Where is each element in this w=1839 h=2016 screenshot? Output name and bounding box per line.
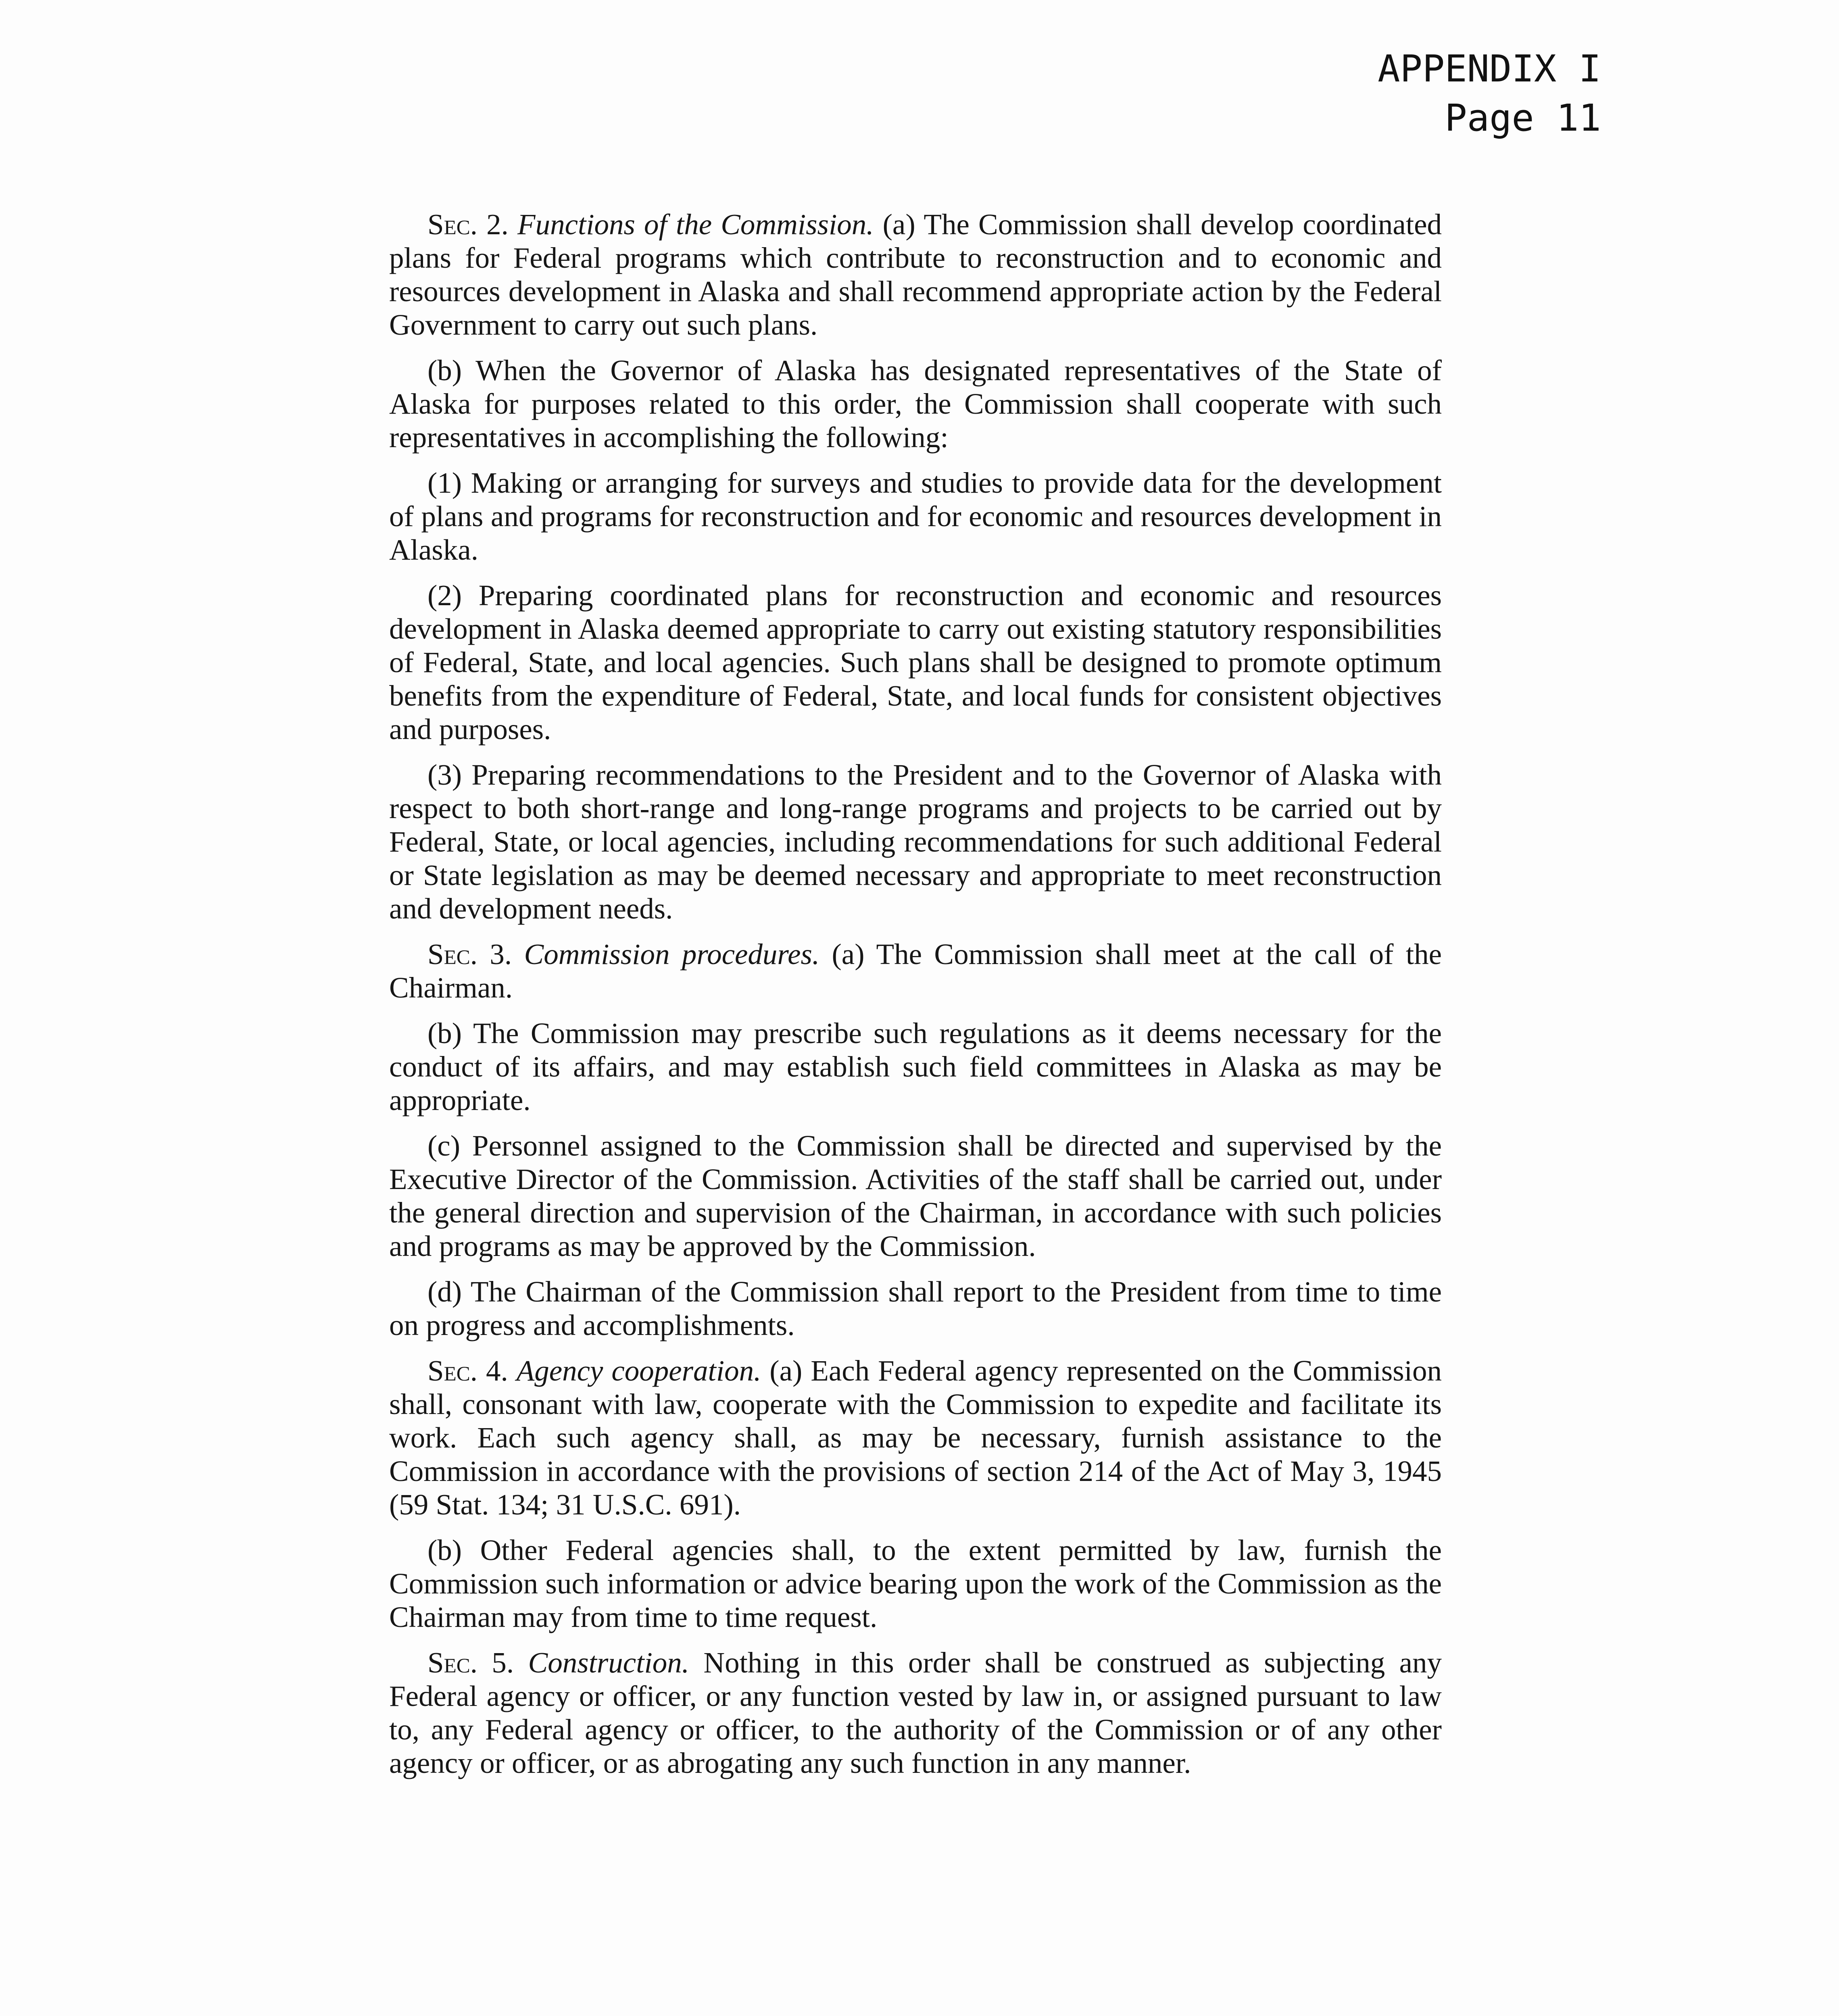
section-title: Functions of the Commission. [517,208,874,241]
executive-order-body [389,208,1442,1792]
paragraph-text: (a) The Commission shall develop coordinated plans for Federal programs which contribute to reconstruction and to economic and resources development in Alaska and shall recommend appropriate action by the Federal Government to carry out such plans. [389,208,1442,341]
paragraph-sec4b: (b) Other Federal agencies shall, to the extent permitted by law, furnish the Commission such information or advice bearing upon the work of the Commission as the Chairman may from time to time request. [389,1534,1442,1633]
section-label: Sec. 2. [427,208,509,241]
section-title: Commission procedures. [524,938,820,971]
paragraph-sec3d: (d) The Chairman of the Commission shall report to the President from time to time on progress and accomplishments. [389,1275,1442,1341]
appendix-header [1378,44,1601,143]
paragraph-sec3b: (b) The Commission may prescribe such regulations as it deems necessary for the conduct of its affairs, and may establish such field committees in Alaska as may be appropriate. [389,1017,1442,1116]
section-label: Sec. 5. [427,1646,514,1679]
paragraph-sec2a [389,208,1442,342]
paragraph-sec2b1: (1) Making or arranging for surveys and studies to provide data for the development of plans and programs for reconstruction and for economic and resources development in Alaska. [389,467,1442,566]
paragraph-sec2b2: (2) Preparing coordinated plans for reconstruction and economic and resources development in Alaska deemed appropriate to carry out existing statutory responsibilities of Federal, State, and local agencies. Such plans shall be designed to promote optimum benefits from the expenditure of Federal, State, and local funds for consistent objectives and purposes. [389,579,1442,746]
paragraph-text: (a) The Commission shall meet at the call of the Chairman. [389,938,1442,1004]
paragraph-sec2b: (b) When the Governor of Alaska has designated representatives of the State of Alaska for purposes related to this order, the Commission shall cooperate with such representatives in accomplishing the following: [389,354,1442,454]
paragraph-sec3c: (c) Personnel assigned to the Commission shall be directed and supervised by the Executive Director of the Commission. Activities of the staff shall be carried out, under the general direction and supervision of the Chairman, in accordance with such policies and programs as may be approved by the Commission. [389,1129,1442,1262]
paragraph-text: (a) Each Federal agency represented on the Commission shall, consonant with law, cooperate with the Commission to expedite and facilitate its work. Each such agency shall, as may be necessary, furnish assistance to the Commission in accordance with the provisions of section 214 of the Act of May 3, 1945 (59 Stat. 134; 31 U.S.C. 691). [389,1354,1442,1521]
paragraph-text: Nothing in this order shall be construed as subjecting any Federal agency or officer, or any function vested by law in, or assigned pursuant to law to, any Federal agency or officer, to the authority of the Commission or of any other agency or officer, or as abrogating any such function in any manner. [389,1646,1442,1779]
section-title: Construction. [528,1646,690,1679]
paragraph-sec3a [389,937,1442,1004]
appendix-label: APPENDIX I [1378,47,1601,90]
appendix-page: Page 11 [1445,96,1601,140]
paragraph-sec5 [389,1646,1442,1780]
paragraph-sec4a [389,1354,1442,1521]
paragraph-sec2b3: (3) Preparing recommendations to the President and to the Governor of Alaska with respect to both short-range and long-range programs and projects to be carried out by Federal, State, or local agencies, including recommendations for such additional Federal or State legislation as may be deemed necessary and appropriate to meet reconstruction and development needs. [389,758,1442,925]
section-label: Sec. 3. [427,938,512,971]
section-label: Sec. 4. [427,1354,508,1387]
section-title: Agency cooperation. [516,1354,761,1387]
